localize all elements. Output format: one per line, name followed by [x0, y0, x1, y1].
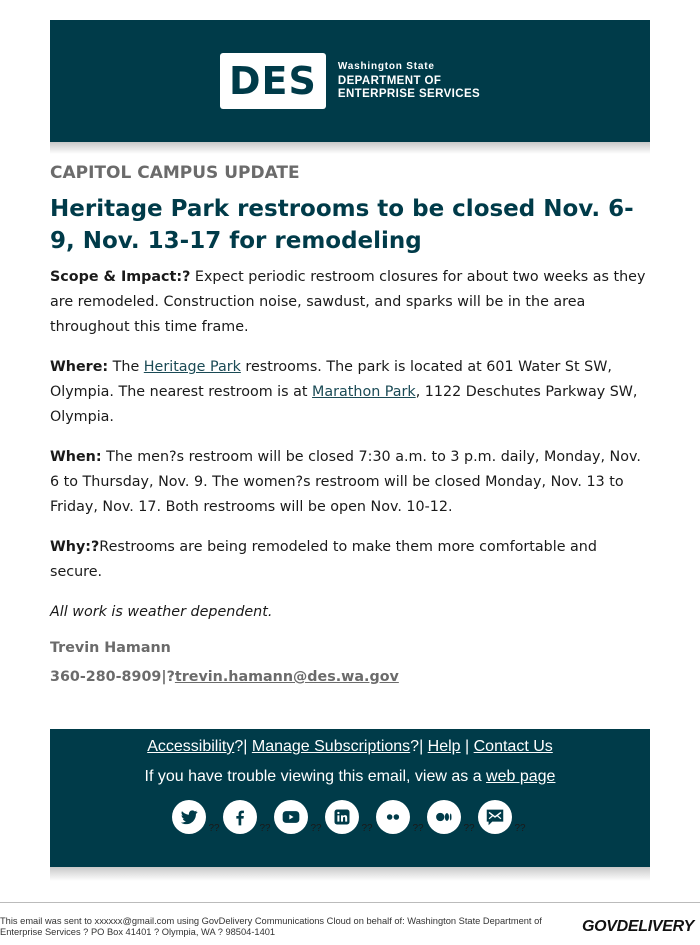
logo-line-3: ENTERPRISE SERVICES: [337, 88, 481, 100]
article-title: Heritage Park restrooms to be closed Nov. 6-9, Nov. 13-17 for remodeling: [50, 196, 634, 254]
scope-paragraph: [50, 265, 650, 340]
bottom-divider: [0, 902, 700, 903]
medium-icon[interactable]: [427, 800, 461, 834]
contact-phone: 360-280-8909|?: [50, 669, 175, 685]
social-separator: ??: [361, 823, 373, 834]
email-header-banner: [50, 20, 650, 142]
footer-links: [50, 729, 650, 756]
when-label: When:: [50, 449, 102, 465]
where-label: Where:: [50, 359, 109, 375]
social-icons-row: [50, 800, 650, 834]
youtube-icon[interactable]: [274, 800, 308, 834]
when-text: The men?s restroom will be closed 7:30 a.m. to 3 p.m. daily, Monday, Nov. 6 to Thursday, Nov. 9. The women?s restroom will be closed Monday, Nov. 13 to Friday, Nov. 17. Both restrooms will be open Nov. 10-12.: [50, 449, 641, 515]
logo-line-2: DEPARTMENT OF: [337, 75, 442, 87]
help-link[interactable]: Help: [427, 738, 461, 755]
social-separator: ??: [463, 823, 475, 834]
weather-note: All work is weather dependent.: [50, 604, 273, 620]
where-text-2: restrooms. The park is located at 601 Water St SW, Olympia. The nearest restroom is at: [50, 359, 612, 400]
email-footer: [50, 729, 650, 867]
manage-subscriptions-link[interactable]: Manage Subscriptions: [251, 738, 411, 755]
social-separator: ??: [208, 823, 220, 834]
view-online-line: [50, 768, 650, 786]
where-text-1: The: [108, 359, 144, 375]
des-logo[interactable]: [220, 53, 480, 109]
footer-sep-2: ?|: [410, 738, 428, 755]
where-text-3: , 1122 Deschutes Parkway SW, Olympia.: [50, 384, 638, 425]
contact-name: Trevin Hamann: [50, 640, 171, 656]
footer-sep-3: |: [460, 738, 474, 755]
facebook-icon[interactable]: [223, 800, 257, 834]
govdelivery-logo[interactable]: GOVDELIVERY: [582, 918, 694, 935]
social-separator: ??: [514, 823, 526, 834]
when-paragraph: [50, 445, 650, 520]
des-logo-mark: DES: [220, 53, 326, 109]
social-separator: ??: [412, 823, 424, 834]
why-label: Why:?: [50, 539, 100, 555]
twitter-icon[interactable]: [172, 800, 206, 834]
email-icon[interactable]: [478, 800, 512, 834]
heritage-park-link[interactable]: Heritage Park: [143, 359, 241, 375]
des-logo-text: [338, 61, 480, 101]
footer-sep-1: ?|: [234, 738, 252, 755]
linkedin-icon[interactable]: [325, 800, 359, 834]
social-separator: ??: [310, 823, 322, 834]
footer-shadow: [50, 867, 650, 881]
contact-email-link[interactable]: trevin.hamann@des.wa.gov: [174, 669, 399, 685]
marathon-park-link[interactable]: Marathon Park: [312, 384, 416, 400]
why-paragraph: [50, 535, 650, 585]
where-paragraph: [50, 355, 650, 430]
header-shadow: [50, 142, 650, 154]
social-separator: ??: [259, 823, 271, 834]
scope-label: Scope & Impact:?: [50, 269, 191, 285]
web-page-link[interactable]: web page: [486, 768, 556, 785]
contact-line: [50, 669, 650, 685]
email-disclaimer: This email was sent to xxxxxx@gmail.com using GovDelivery Communications Cloud on behalf of: Washington State Department of Enterprise Services ? PO Box 41401 ? Olympia, WA ? 98504-1401: [0, 916, 542, 937]
why-text: Restrooms are being remodeled to make them more comfortable and secure.: [50, 539, 597, 580]
logo-line-1: Washington State: [337, 61, 435, 72]
contact-us-link[interactable]: Contact Us: [473, 738, 553, 755]
article-kicker: CAPITOL CAMPUS UPDATE: [50, 163, 300, 183]
view-online-text: If you have trouble viewing this email, view as a: [144, 768, 487, 785]
scope-text: Expect periodic restroom closures for about two weeks as they are remodeled. Construction noise, sawdust, and sparks will be in the area throughout this time frame.: [50, 269, 646, 335]
accessibility-link[interactable]: Accessibility: [147, 738, 235, 755]
article-body: [50, 163, 650, 698]
flickr-icon[interactable]: [376, 800, 410, 834]
